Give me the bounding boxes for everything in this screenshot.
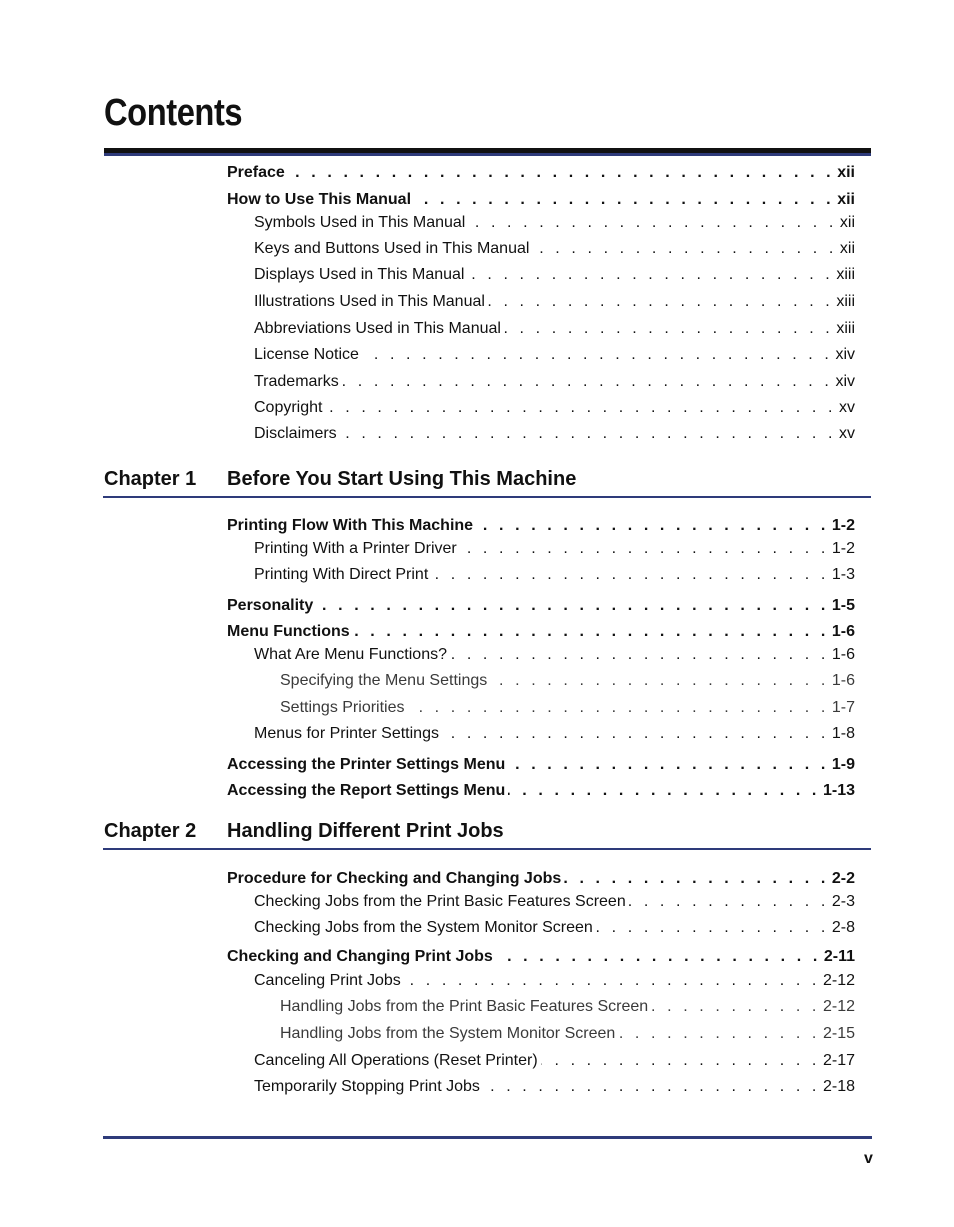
dot-leader [618,1024,820,1044]
dot-leader [460,539,829,559]
toc-entry-title: Menu Functions [227,623,350,640]
toc-entry-page: xii [839,240,855,257]
dot-leader [362,345,832,365]
toc-entry-page: xv [839,425,855,442]
title-rule-blue [104,153,871,156]
toc-entry-keys-buttons[interactable] [254,239,855,259]
toc-entry-page: 1-5 [831,597,855,614]
toc-entry-title: Keys and Buttons Used in This Manual [254,240,530,257]
dot-leader [504,319,833,339]
toc-entry-title: Illustrations Used in This Manual [254,293,485,310]
toc-entry-title: Accessing the Printer Settings Menu [227,756,506,773]
toc-entry-title: Canceling Print Jobs [254,972,401,989]
toc-entry-page: 1-6 [831,646,855,663]
toc-entry-title: Personality [227,597,314,614]
toc-entry-procedure-checking-changing[interactable] [227,869,855,889]
toc-entry-canceling-all-operations[interactable] [254,1051,855,1071]
toc-entry-title: Accessing the Report Settings Menu [227,782,506,799]
toc-entry-title: License Notice [254,346,359,363]
toc-entry-title: Checking Jobs from the System Monitor Screen [254,919,593,936]
toc-entry-checking-system-monitor[interactable] [254,918,855,938]
toc-entry-handling-basic-features[interactable] [280,997,855,1017]
toc-entry-printing-flow[interactable] [227,516,855,536]
toc-entry-page: xiv [835,346,855,363]
dot-leader [468,213,837,233]
toc-entry-page: 1-13 [822,782,855,799]
toc-entry-page: xii [837,191,855,208]
toc-entry-disclaimers[interactable] [254,424,855,444]
toc-entry-illustrations[interactable] [254,292,855,312]
toc-entry-page: 1-7 [831,699,855,716]
chapter-title: Before You Start Using This Machine [227,468,577,490]
toc-entry-preface[interactable] [227,163,855,183]
dot-leader [564,869,829,889]
dot-leader [467,265,833,285]
toc-entry-title: Printing With Direct Print [254,566,429,583]
toc-entry-title: Handling Jobs from the Print Basic Features Screen [280,998,649,1015]
toc-entry-specifying-menu-settings[interactable] [280,671,855,691]
toc-entry-page: xiii [836,320,855,337]
toc-entry-title: Printing With a Printer Driver [254,540,457,557]
toc-entry-displays[interactable] [254,265,855,285]
dot-leader [450,645,829,665]
toc-entry-direct-print[interactable] [254,565,855,585]
dot-leader [508,781,820,801]
toc-entry-title: Menus for Printer Settings [254,725,439,742]
toc-entry-page: 1-6 [831,672,855,689]
dot-leader [490,671,829,691]
toc-entry-checking-changing-print-jobs[interactable] [227,947,855,967]
toc-entry-title: Trademarks [254,373,339,390]
chapter-number: Chapter 2 [104,820,197,842]
toc-entry-title: Canceling All Operations (Reset Printer) [254,1052,538,1069]
toc-entry-title: Preface [227,164,285,181]
toc-entry-page: xv [839,399,855,416]
page-title: Contents [104,92,243,134]
dot-leader [596,918,829,938]
dot-leader [404,971,820,991]
toc-entry-page: 1-2 [831,517,855,534]
toc-entry-page: 2-17 [822,1052,855,1069]
chapter-title: Handling Different Print Jobs [227,820,504,842]
toc-entry-handling-system-monitor[interactable] [280,1024,855,1044]
toc-entry-title: Abbreviations Used in This Manual [254,320,501,337]
dot-leader [408,698,829,718]
toc-entry-page: xii [839,214,855,231]
toc-entry-title: Procedure for Checking and Changing Jobs [227,870,562,887]
toc-entry-title: Checking Jobs from the Print Basic Features Screen [254,893,626,910]
toc-entry-copyright[interactable] [254,398,855,418]
chapter-number: Chapter 1 [104,468,197,490]
toc-entry-page: xiii [836,293,855,310]
toc-entry-page: 1-3 [831,566,855,583]
toc-entry-temporarily-stopping[interactable] [254,1077,855,1097]
toc-entry-title: How to Use This Manual [227,191,412,208]
toc-entry-title: Symbols Used in This Manual [254,214,466,231]
dot-leader [488,292,833,312]
toc-entry-printer-driver[interactable] [254,539,855,559]
toc-entry-title: Specifying the Menu Settings [280,672,488,689]
dot-leader [651,997,820,1017]
toc-entry-page: 2-15 [822,1025,855,1042]
toc-entry-settings-priorities[interactable] [280,698,855,718]
toc-entry-page: 2-11 [823,948,855,965]
toc-entry-personality[interactable] [227,596,855,616]
dot-leader [325,398,836,418]
dot-leader [316,596,829,616]
toc-entry-menus-printer-settings[interactable] [254,724,855,744]
dot-leader [442,724,829,744]
toc-entry-title: Handling Jobs from the System Monitor Screen [280,1025,616,1042]
toc-entry-title: Printing Flow With This Machine [227,517,474,534]
dot-leader [541,1051,820,1071]
toc-entry-what-are-menu-functions[interactable] [254,645,855,665]
toc-entry-symbols[interactable] [254,213,855,233]
toc-entry-report-settings-menu[interactable] [227,781,855,801]
dot-leader [340,424,836,444]
toc-entry-trademarks[interactable] [254,372,855,392]
toc-entry-page: 1-9 [831,756,855,773]
toc-entry-canceling-print-jobs[interactable] [254,971,855,991]
toc-entry-license[interactable] [254,345,855,365]
toc-entry-title: Checking and Changing Print Jobs [227,948,493,965]
page-number: v [864,1150,873,1167]
toc-entry-page: 2-3 [831,893,855,910]
dot-leader [496,947,821,967]
toc-entry-page: 1-6 [831,623,855,640]
dot-leader [431,565,829,585]
toc-entry-page: 1-8 [831,725,855,742]
toc-entry-page: 2-2 [831,870,855,887]
toc-entry-title: Copyright [254,399,323,416]
toc-entry-page: 1-2 [831,540,855,557]
toc-entry-page: 2-18 [822,1078,855,1095]
toc-entry-menu-functions[interactable] [227,622,855,642]
toc-entry-title: Temporarily Stopping Print Jobs [254,1078,480,1095]
dot-leader [508,755,829,775]
chapter-1-heading[interactable] [103,468,871,498]
toc-entry-how-to-use[interactable] [227,190,855,210]
toc-entry-page: 2-12 [822,998,855,1015]
chapter-2-heading[interactable] [103,820,871,850]
toc-entry-abbreviations[interactable] [254,319,855,339]
toc-entry-page: xii [837,164,855,181]
dot-leader [532,239,836,259]
dot-leader [342,372,833,392]
toc-entry-page: xiii [836,266,855,283]
dot-leader [629,892,829,912]
toc-entry-checking-basic-features[interactable] [254,892,855,912]
toc-entry-title: Disclaimers [254,425,337,442]
toc-entry-page: xiv [835,373,855,390]
toc-entry-title: Settings Priorities [280,699,405,716]
toc-entry-page: 2-12 [822,972,855,989]
footer-rule [103,1136,872,1139]
toc-entry-printer-settings-menu[interactable] [227,755,855,775]
toc-entry-title: Displays Used in This Manual [254,266,465,283]
dot-leader [476,516,829,536]
dot-leader [414,190,834,210]
dot-leader [483,1077,820,1097]
dot-leader [288,163,834,183]
toc-entry-title: What Are Menu Functions? [254,646,447,663]
toc-entry-page: 2-8 [831,919,855,936]
dot-leader [353,622,829,642]
